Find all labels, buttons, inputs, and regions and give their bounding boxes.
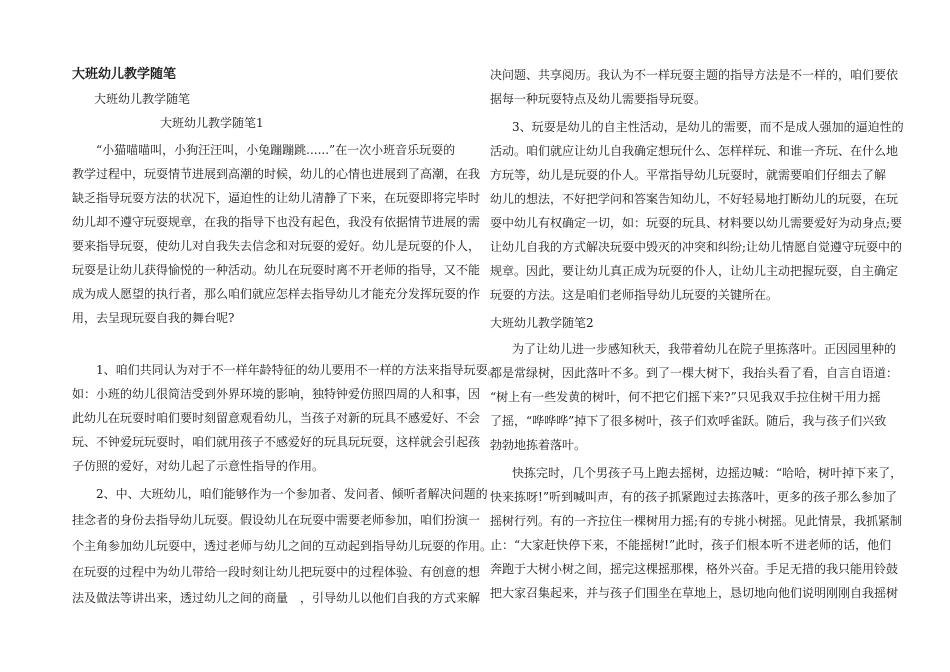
text-line: 耍中幼儿有权确定一切，如：玩耍的玩具、材料要以幼儿需要爱好为动身点;要 bbox=[490, 216, 903, 230]
text-line: 在玩耍的过程中为幼儿带给一段时刻让幼儿把玩耍中的过程体验、有创意的想 bbox=[72, 565, 481, 579]
text-line: 用，去呈现玩耍自我的舞台呢? bbox=[72, 311, 235, 325]
text-line: 让幼儿自我的方式解决玩耍中毁灭的冲突和纠纷;让幼儿情愿自觉遵守玩耍中的 bbox=[490, 240, 903, 254]
text-line: 玩耍是让幼儿获得愉悦的一种活动。幼儿在玩耍时离不开老师的指导，又不能 bbox=[72, 263, 481, 277]
text-line: 玩、不钟爱玩玩耍时，咱们就用孩子不感爱好的玩具玩玩耍，这样就会引起孩 bbox=[72, 435, 481, 449]
text-line: 把大家召集起来，并与孩子们围坐在草地上，恳切地向他们说明刚刚自我摇树 bbox=[490, 586, 899, 600]
text-line: 如：小班的幼儿很简洁受到外界环境的影响，独特钟爱仿照四周的人和事，因 bbox=[72, 387, 481, 401]
text-line: 挂念者的身份去指导幼儿玩耍。假设幼儿在玩耍中需要老师参加，咱们扮演一 bbox=[72, 513, 481, 527]
text-line: 法及做法等讲出来，透过幼儿之间的商量 ，引导幼儿以他们自我的方式来解 bbox=[72, 591, 481, 605]
text-line: 为了让幼儿进一步感知秋天，我带着幼儿在院子里拣落叶。正因园里种的 bbox=[512, 342, 897, 356]
text-line: 快来拣呀!”听到喊叫声，有的孩子抓紧跑过去拣落叶，更多的孩子那么参加了 bbox=[490, 490, 897, 504]
text-line: 都是常绿树，因此落叶不多。到了一棵大树下，我抬头看了看，自言自语道： bbox=[490, 366, 899, 380]
text-line: 1、咱们共同认为对于不一样年龄特征的幼儿要用不一样的方法来指导玩耍。 bbox=[96, 363, 500, 377]
text-line: 规章。因此，要让幼儿真正成为玩耍的仆人，让幼儿主动把握玩耍，自主确定 bbox=[490, 264, 899, 278]
essay-heading-1: 大班幼儿教学随笔1 bbox=[160, 116, 264, 130]
text-line: 奔跑于大树小树之间，摇完这棵摇那棵，格外兴奋。手足无措的我只能用铃鼓 bbox=[490, 562, 899, 576]
text-line: 勃勃地拣着落叶。 bbox=[490, 438, 587, 452]
text-line: 2、中、大班幼儿，咱们能够作为一个参加者、发问者、倾听者解决问题的 bbox=[96, 487, 488, 501]
text-line: 快拣完时，几个男孩子马上跑去摇树，边摇边喊：“哈哈，树叶掉下来了， bbox=[512, 466, 903, 480]
text-line: 此幼儿在玩耍时咱们要时刻留意观看幼儿，当孩子对新的玩具不感爱好、不会 bbox=[72, 411, 481, 425]
text-line: 3、玩耍是幼儿的自主性活动，是幼儿的需要，而不是成人强加的逼迫性的 bbox=[512, 120, 904, 134]
text-line: 幼儿的想法，不好把学问和答案告知幼儿，不好轻易地打断幼儿的玩耍，在玩 bbox=[490, 192, 899, 206]
text-line: 摇树行列。有的一齐拉住一棵树用力摇;有的专挑小树摇。见此情景，我抓紧制 bbox=[490, 514, 903, 528]
text-line: 个主角参加幼儿玩耍中，透过老师与幼儿之间的互动起到指导幼儿玩耍的作用。 bbox=[72, 539, 493, 553]
text-line: 缺乏指导玩耍方法的状况下，逼迫性的让幼儿清静了下来，在玩耍即将完毕时 bbox=[72, 191, 481, 205]
document-title: 大班幼儿教学随笔 bbox=[72, 67, 177, 82]
text-line: 据每一种玩耍特点及幼儿需要指导玩耍。 bbox=[490, 92, 707, 106]
text-line: 幼儿却不遵守玩耍规章，在我的指导下也没有起色，我没有依据情节进展的需 bbox=[72, 215, 481, 229]
text-line: 子仿照的爱好，对幼儿起了示意性指导的作用。 bbox=[72, 459, 325, 473]
text-line: “小猫喵喵叫，小狗汪汪叫，小兔蹦蹦跳......”在一次小班音乐玩耍的 bbox=[96, 143, 456, 157]
text-line: “树上有一些发黄的树叶，何不把它们摇下来?”只见我双手拉住树干用力摇 bbox=[490, 390, 881, 404]
text-line: 要来指导玩耍，使幼儿对自我失去信念和对玩耍的爱好。幼儿是玩耍的仆人， bbox=[72, 239, 481, 253]
text-line: 止：“大家赶快停下来，不能摇树!”此时，孩子们根本听不进老师的话，他们 bbox=[490, 538, 892, 552]
text-line: 方玩等，幼儿是玩耍的仆人。平常指导幼儿玩耍时，就需要咱们仔细去了解 bbox=[490, 168, 887, 182]
essay-heading-2: 大班幼儿教学随笔2 bbox=[490, 316, 594, 330]
text-line: 决问题、共享阅历。我认为不一样玩耍主题的指导方法是不一样的，咱们要依 bbox=[490, 68, 899, 82]
text-line: 玩耍的方法。这是咱们老师指导幼儿玩耍的关键所在。 bbox=[490, 288, 779, 302]
document-subtitle: 大班幼儿教学随笔 bbox=[94, 92, 191, 106]
text-line: 成为成人愿望的执行者，那么咱们就应怎样去指导幼儿才能充分发挥玩耍的作 bbox=[72, 287, 481, 301]
text-line: 了摇，“哗哗哗”掉下了很多树叶，孩子们欢呼雀跃。随后，我与孩子们兴致 bbox=[490, 414, 887, 428]
text-line: 活动。咱们就应让幼儿自我确定想玩什么、怎样样玩、和谁一齐玩、在什么地 bbox=[490, 144, 899, 158]
text-line: 教学过程中，玩耍情节进展到高潮的时候，幼儿的心情也进展到了高潮，在我 bbox=[72, 167, 481, 181]
